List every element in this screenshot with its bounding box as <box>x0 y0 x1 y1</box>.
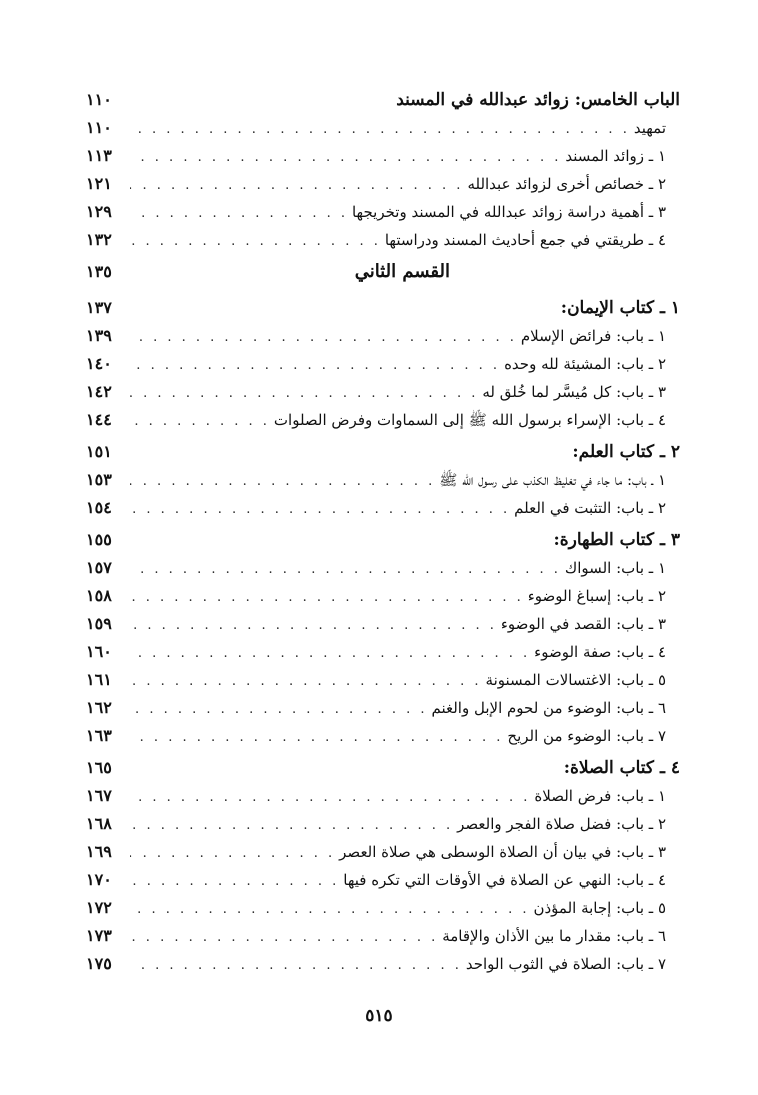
page-number: ٥١٥ <box>365 1006 393 1026</box>
toc-entry <box>86 666 680 694</box>
toc-entry-label: ١ ـ باب: فرائض الإسلام <box>520 327 666 345</box>
book-title: ١ ـ كتاب الإيمان: <box>560 298 680 318</box>
chapter-heading <box>86 86 680 114</box>
book-heading <box>86 438 680 466</box>
table-of-contents <box>86 86 680 978</box>
toc-entry <box>86 866 680 894</box>
toc-entry-page: ١٧٢ <box>86 898 112 917</box>
toc-entry-label: ٣ ـ أهمية دراسة زوائد عبدالله في المسند وتخريجها <box>351 203 666 221</box>
toc-entry-label: ٦ ـ باب: مقدار ما بين الأذان والإقامة <box>442 927 666 945</box>
leader-dots <box>130 144 561 172</box>
toc-entry-label: ٤ ـ باب: الإسراء برسول الله ﷺ إلى السماوات وفرض الصلوات <box>273 411 666 429</box>
toc-entry <box>86 554 680 582</box>
toc-entry-page: ١٣٢ <box>86 230 112 249</box>
leader-dots <box>130 724 503 752</box>
toc-entry-page: ١٦٧ <box>86 786 112 805</box>
toc-entry <box>86 170 680 198</box>
toc-entry-page: ١١٣ <box>86 146 112 165</box>
book-heading <box>86 526 680 554</box>
toc-entry <box>86 142 680 170</box>
section-title: القسم الثاني <box>354 261 450 282</box>
toc-entry-label: ٥ ـ باب: إجابة المؤذن <box>533 899 666 917</box>
leader-dots <box>130 696 427 724</box>
toc-entry-label: ٣ ـ باب: القصد في الوضوء <box>500 615 666 633</box>
toc-entry <box>86 466 680 494</box>
leader-dots <box>130 868 339 896</box>
toc-entry <box>86 406 680 434</box>
leader-dots <box>130 952 462 980</box>
toc-entry <box>86 894 680 922</box>
toc-entry-page: ١٤٤ <box>86 410 112 429</box>
toc-entry-label: ١ ـ باب: السواك <box>564 559 666 577</box>
book-heading <box>86 754 680 782</box>
leader-dots <box>130 812 453 840</box>
toc-entry-page: ١٦١ <box>86 670 112 689</box>
leader-dots <box>130 896 529 924</box>
toc-entry-label: ٢ ـ باب: المشيئة لله وحده <box>504 355 666 373</box>
toc-entry-label: ١ ـ باب: ما جاء في تغليظ الكذب على رسول الله ﷺ <box>439 471 666 489</box>
toc-entry-label: ٤ ـ باب: النهي عن الصلاة في الأوقات التي تكره فيها <box>343 871 666 889</box>
toc-entry-page: ١١٠ <box>86 118 112 137</box>
leader-dots <box>130 640 530 668</box>
toc-entry-page: ١٦٣ <box>86 726 112 745</box>
leader-dots <box>130 352 500 380</box>
toc-entry-label: ٤ ـ باب: صفة الوضوء <box>534 643 666 661</box>
toc-entry <box>86 610 680 638</box>
toc-entry-page: ١٧٣ <box>86 926 112 945</box>
toc-entry <box>86 226 680 254</box>
book-heading <box>86 294 680 322</box>
toc-entry <box>86 114 680 142</box>
toc-entry-label: ٤ ـ طريقتي في جمع أحاديث المسند ودراستها <box>384 231 666 249</box>
toc-entry-page: ١٤٠ <box>86 354 112 373</box>
toc-entry-label: ٢ ـ خصائص أخرى لزوائد عبدالله <box>467 175 666 193</box>
chapter-page: ١١٠ <box>86 90 112 109</box>
toc-entry-label: تمهيد <box>633 119 666 137</box>
toc-entry-label: ٢ ـ باب: التثبت في العلم <box>514 499 666 517</box>
book-page: ١٥١ <box>86 442 112 461</box>
toc-entry <box>86 810 680 838</box>
toc-entry <box>86 322 680 350</box>
leader-dots <box>130 584 524 612</box>
leader-dots <box>130 784 530 812</box>
toc-entry <box>86 838 680 866</box>
toc-entry <box>86 722 680 750</box>
toc-entry <box>86 198 680 226</box>
leader-dots <box>130 228 381 256</box>
toc-entry <box>86 922 680 950</box>
toc-entry-label: ٧ ـ باب: الصلاة في الثوب الواحد <box>465 955 666 973</box>
leader-dots <box>130 924 438 952</box>
chapter-title: الباب الخامس: زوائد عبدالله في المسند <box>396 90 680 110</box>
leader-dots <box>130 116 630 144</box>
toc-entry-page: ١٤٢ <box>86 382 112 401</box>
toc-entry <box>86 638 680 666</box>
toc-entry-page: ١٢٩ <box>86 202 112 221</box>
leader-dots <box>130 668 482 696</box>
book-page: ١٥٥ <box>86 530 112 549</box>
toc-entry-page: ١٥٩ <box>86 614 112 633</box>
leader-dots <box>130 172 463 200</box>
toc-entry <box>86 494 680 522</box>
leader-dots <box>130 380 478 408</box>
book-page: ١٣٧ <box>86 298 112 317</box>
toc-entry <box>86 694 680 722</box>
toc-entry-label: ٣ ـ باب: كل مُيسَّر لما خُلق له <box>482 383 666 401</box>
book-page: ١٦٥ <box>86 758 112 777</box>
toc-entry-page: ١٥٣ <box>86 470 112 489</box>
toc-entry-label: ٥ ـ باب: الاغتسالات المسنونة <box>485 671 666 689</box>
book-title: ٢ ـ كتاب العلم: <box>572 442 680 462</box>
toc-entry-page: ١٥٤ <box>86 498 112 517</box>
toc-entry-page: ١٧٥ <box>86 954 112 973</box>
toc-entry-page: ١٢١ <box>86 174 112 193</box>
book-title: ٤ ـ كتاب الصلاة: <box>563 758 680 778</box>
toc-entry-label: ٢ ـ باب: فضل صلاة الفجر والعصر <box>457 815 666 833</box>
leader-dots <box>130 408 270 436</box>
toc-entry <box>86 782 680 810</box>
toc-entry-label: ١ ـ باب: فرض الصلاة <box>534 787 666 805</box>
toc-entry-page: ١٧٠ <box>86 870 112 889</box>
leader-dots <box>130 200 348 228</box>
toc-entry-label: ٣ ـ باب: في بيان أن الصلاة الوسطى هي صلاة العصر <box>339 843 666 861</box>
toc-entry-page: ١٥٨ <box>86 586 112 605</box>
leader-dots <box>130 468 435 496</box>
book-title: ٣ ـ كتاب الطهارة: <box>553 530 680 550</box>
toc-entry <box>86 350 680 378</box>
leader-dots <box>130 496 510 524</box>
toc-entry-page: ١٦٠ <box>86 642 112 661</box>
toc-entry-page: ١٦٢ <box>86 698 112 717</box>
toc-entry <box>86 582 680 610</box>
toc-entry-page: ١٥٧ <box>86 558 112 577</box>
toc-entry-label: ١ ـ زوائد المسند <box>565 147 666 165</box>
toc-entry <box>86 950 680 978</box>
toc-entry-label: ٦ ـ باب: الوضوء من لحوم الإبل والغنم <box>431 699 666 717</box>
section-heading <box>86 254 680 290</box>
leader-dots <box>130 324 517 352</box>
toc-entry <box>86 378 680 406</box>
leader-dots <box>130 612 497 640</box>
leader-dots <box>130 840 335 868</box>
section-page: ١٣٥ <box>86 262 112 281</box>
toc-entry-page: ١٦٨ <box>86 814 112 833</box>
toc-entry-label: ٧ ـ باب: الوضوء من الريح <box>507 727 666 745</box>
toc-entry-label: ٢ ـ باب: إسباغ الوضوء <box>527 587 666 605</box>
leader-dots <box>130 556 561 584</box>
toc-entry-page: ١٦٩ <box>86 842 112 861</box>
toc-entry-page: ١٣٩ <box>86 326 112 345</box>
